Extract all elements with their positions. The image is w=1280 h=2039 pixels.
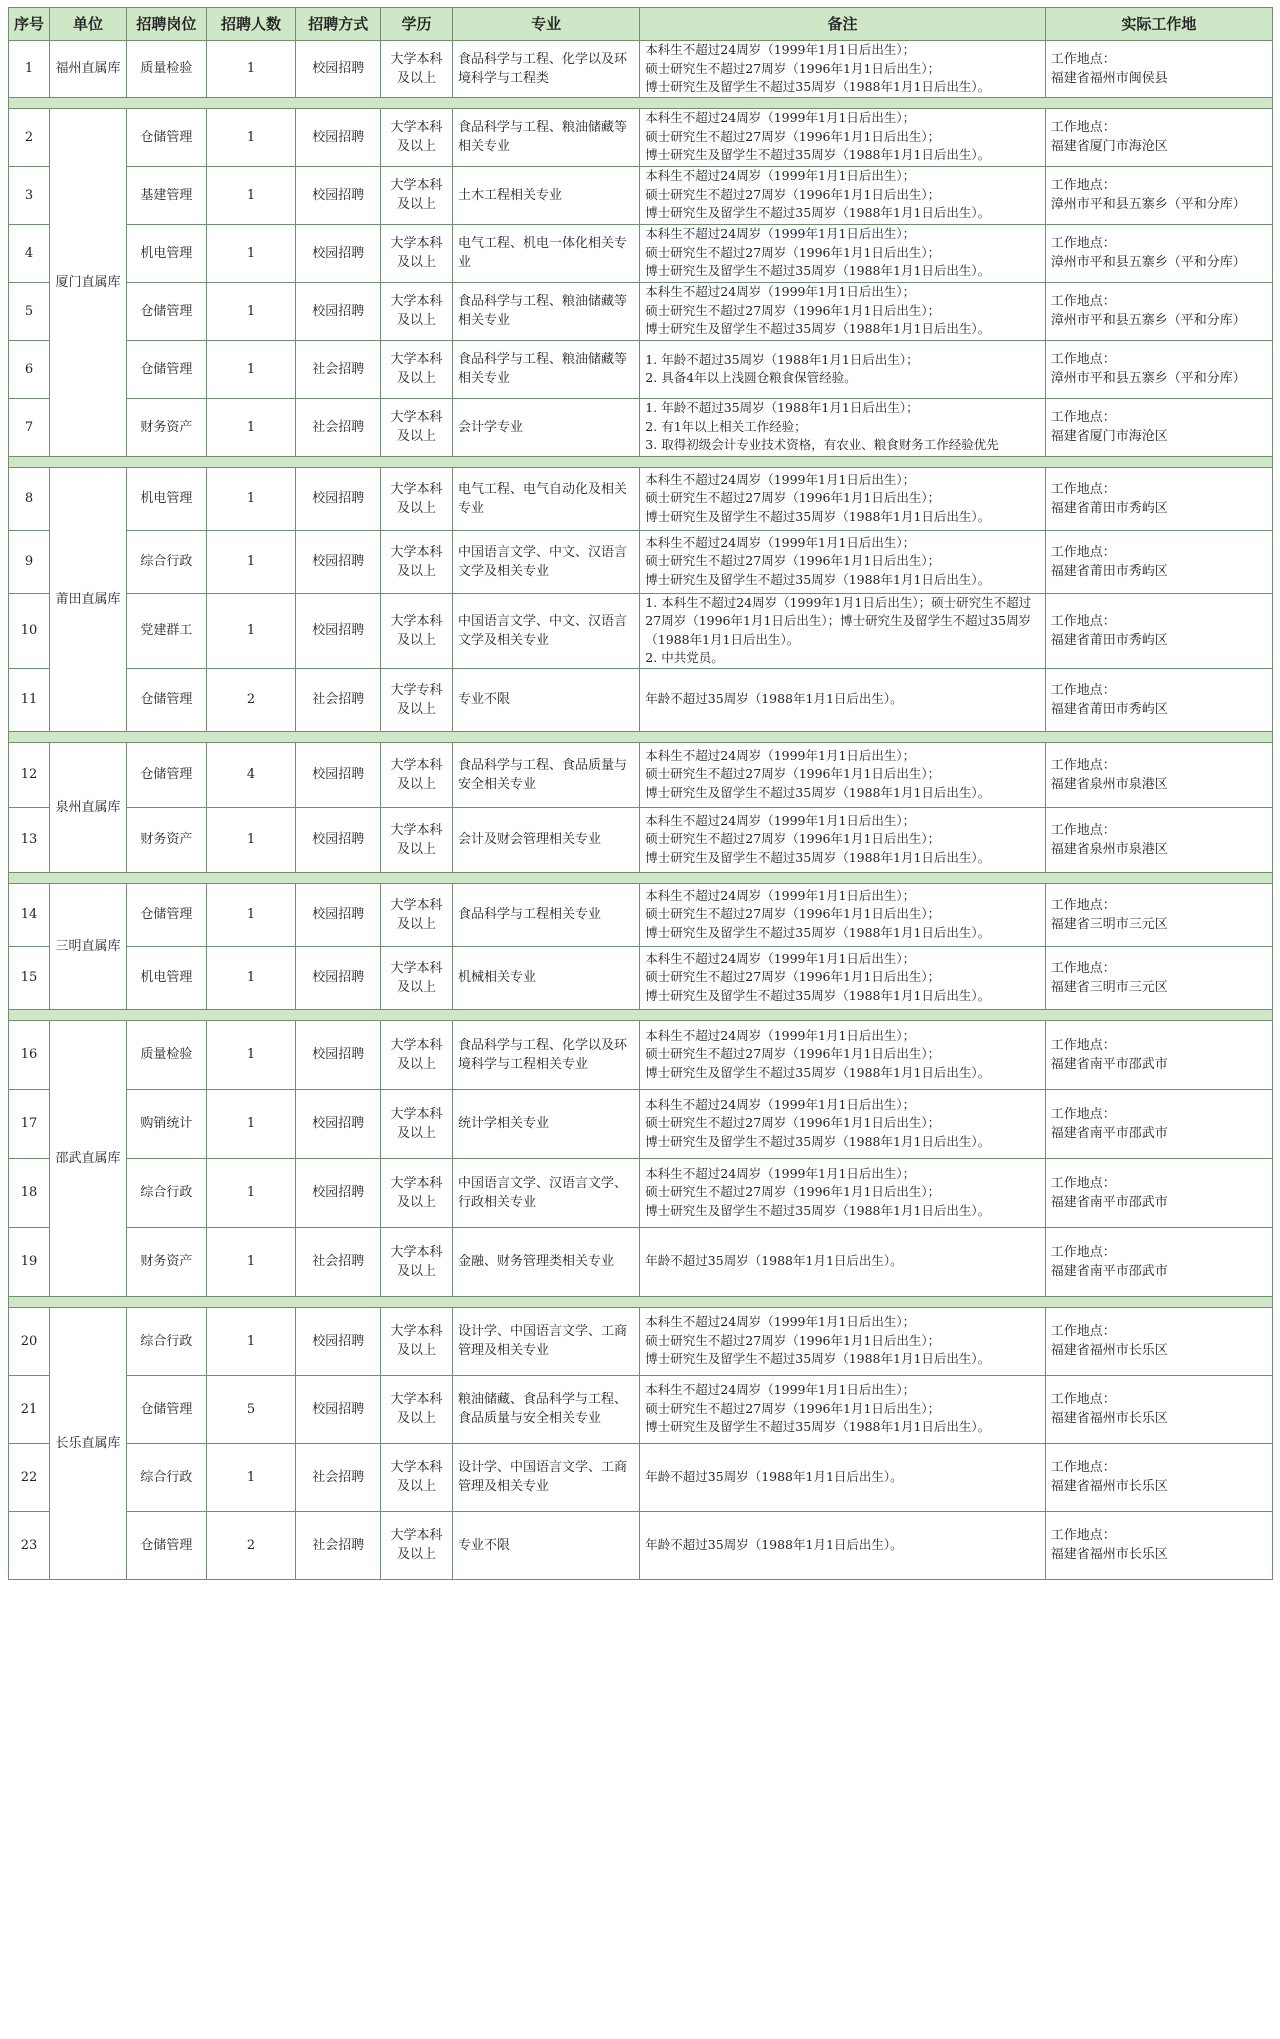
cell-note: 1. 本科生不超过24周岁（1999年1月1日后出生）；硕士研究生不超过27周岁（1996年1月1日后出生）；博士研究生及留学生不超过35周岁（1988年1月1日后出生）。 2. 中共党员。: [640, 593, 1046, 668]
group-separator: [9, 731, 1273, 742]
table-row: [9, 1307, 1273, 1375]
table-row: [9, 340, 1273, 398]
cell-major: 设计学、中国语言文学、工商管理及相关专业: [452, 1307, 639, 1375]
header-major: 专业: [452, 8, 639, 41]
cell-count: 1: [206, 398, 296, 456]
cell-education: 大学本科及以上: [381, 530, 453, 593]
cell-no: 11: [9, 668, 50, 731]
cell-major: 食品科学与工程、化学以及环境科学与工程相关专业: [452, 1020, 639, 1089]
cell-major: 食品科学与工程、食品质量与安全相关专业: [452, 742, 639, 807]
cell-count: 2: [206, 1511, 296, 1579]
cell-post: 财务资产: [127, 398, 207, 456]
cell-work-location: 工作地点： 漳州市平和县五寨乡（平和分库）: [1045, 340, 1272, 398]
cell-method: 校园招聘: [296, 1158, 381, 1227]
cell-note: 年龄不超过35周岁（1988年1月1日后出生）。: [640, 1511, 1046, 1579]
cell-major: 专业不限: [452, 668, 639, 731]
cell-note: 年龄不超过35周岁（1988年1月1日后出生）。: [640, 668, 1046, 731]
cell-note: 本科生不超过24周岁（1999年1月1日后出生）； 硕士研究生不超过27周岁（1996年1月1日后出生）； 博士研究生及留学生不超过35周岁（1988年1月1日后出生）。: [640, 530, 1046, 593]
cell-method: 社会招聘: [296, 398, 381, 456]
cell-work-location: 工作地点： 福建省泉州市泉港区: [1045, 807, 1272, 872]
cell-major: 电气工程、电气自动化及相关专业: [452, 467, 639, 530]
header-count: 招聘人数: [206, 8, 296, 41]
cell-major: 专业不限: [452, 1511, 639, 1579]
cell-major: 机械相关专业: [452, 946, 639, 1009]
cell-major: 会计学专业: [452, 398, 639, 456]
header-work-location: 实际工作地: [1045, 8, 1272, 41]
cell-post: 财务资产: [127, 1227, 207, 1296]
cell-note: 本科生不超过24周岁（1999年1月1日后出生）； 硕士研究生不超过27周岁（1996年1月1日后出生）； 博士研究生及留学生不超过35周岁（1988年1月1日后出生）。: [640, 742, 1046, 807]
cell-major: 中国语言文学、汉语言文学、行政相关专业: [452, 1158, 639, 1227]
cell-post: 仓储管理: [127, 340, 207, 398]
table-row: [9, 1375, 1273, 1443]
cell-education: 大学本科及以上: [381, 340, 453, 398]
cell-method: 社会招聘: [296, 1227, 381, 1296]
group-separator: [9, 97, 1273, 108]
cell-education: 大学本科及以上: [381, 1511, 453, 1579]
header-method: 招聘方式: [296, 8, 381, 41]
cell-method: 校园招聘: [296, 946, 381, 1009]
cell-work-location: 工作地点： 福建省南平市邵武市: [1045, 1227, 1272, 1296]
header-education: 学历: [381, 8, 453, 41]
cell-count: 1: [206, 883, 296, 946]
cell-work-location: 工作地点： 福建省泉州市泉港区: [1045, 742, 1272, 807]
cell-post: 机电管理: [127, 467, 207, 530]
cell-no: 6: [9, 340, 50, 398]
cell-note: 本科生不超过24周岁（1999年1月1日后出生）； 硕士研究生不超过27周岁（1996年1月1日后出生）； 博士研究生及留学生不超过35周岁（1988年1月1日后出生）。: [640, 807, 1046, 872]
cell-major: 统计学相关专业: [452, 1089, 639, 1158]
cell-count: 5: [206, 1375, 296, 1443]
cell-note: 本科生不超过24周岁（1999年1月1日后出生）； 硕士研究生不超过27周岁（1996年1月1日后出生）； 博士研究生及留学生不超过35周岁（1988年1月1日后出生）。: [640, 224, 1046, 282]
table-row: [9, 1227, 1273, 1296]
cell-major: 食品科学与工程、粮油储藏等相关专业: [452, 108, 639, 166]
cell-count: 1: [206, 946, 296, 1009]
cell-major: 食品科学与工程、粮油储藏等相关专业: [452, 282, 639, 340]
cell-unit: 莆田直属库: [50, 467, 127, 731]
cell-post: 仓储管理: [127, 883, 207, 946]
cell-post: 质量检验: [127, 1020, 207, 1089]
cell-no: 2: [9, 108, 50, 166]
header-row: [9, 8, 1273, 41]
header-no: 序号: [9, 8, 50, 41]
cell-method: 社会招聘: [296, 668, 381, 731]
cell-work-location: 工作地点： 福建省莆田市秀屿区: [1045, 467, 1272, 530]
cell-note: 本科生不超过24周岁（1999年1月1日后出生）； 硕士研究生不超过27周岁（1996年1月1日后出生）； 博士研究生及留学生不超过35周岁（1988年1月1日后出生）。: [640, 282, 1046, 340]
cell-unit: 三明直属库: [50, 883, 127, 1009]
cell-count: 1: [206, 807, 296, 872]
cell-education: 大学本科及以上: [381, 108, 453, 166]
cell-post: 仓储管理: [127, 1511, 207, 1579]
table-row: [9, 807, 1273, 872]
cell-note: 本科生不超过24周岁（1999年1月1日后出生）； 硕士研究生不超过27周岁（1996年1月1日后出生）； 博士研究生及留学生不超过35周岁（1988年1月1日后出生）。: [640, 1375, 1046, 1443]
cell-no: 8: [9, 467, 50, 530]
cell-method: 校园招聘: [296, 742, 381, 807]
cell-note: 年龄不超过35周岁（1988年1月1日后出生）。: [640, 1227, 1046, 1296]
cell-no: 3: [9, 166, 50, 224]
cell-education: 大学本科及以上: [381, 166, 453, 224]
cell-count: 1: [206, 1307, 296, 1375]
cell-no: 7: [9, 398, 50, 456]
header-note: 备注: [640, 8, 1046, 41]
cell-major: 金融、财务管理类相关专业: [452, 1227, 639, 1296]
cell-post: 党建群工: [127, 593, 207, 668]
cell-post: 购销统计: [127, 1089, 207, 1158]
cell-education: 大学本科及以上: [381, 1307, 453, 1375]
cell-method: 校园招聘: [296, 166, 381, 224]
cell-work-location: 工作地点： 漳州市平和县五寨乡（平和分库）: [1045, 224, 1272, 282]
cell-education: 大学本科及以上: [381, 593, 453, 668]
cell-major: 食品科学与工程、粮油储藏等相关专业: [452, 340, 639, 398]
cell-education: 大学本科及以上: [381, 1020, 453, 1089]
cell-education: 大学本科及以上: [381, 946, 453, 1009]
cell-method: 校园招聘: [296, 41, 381, 98]
table-row: [9, 41, 1273, 98]
table-row: [9, 108, 1273, 166]
cell-post: 综合行政: [127, 530, 207, 593]
table-row: [9, 1443, 1273, 1511]
cell-note: 年龄不超过35周岁（1988年1月1日后出生）。: [640, 1443, 1046, 1511]
table-row: [9, 282, 1273, 340]
cell-post: 仓储管理: [127, 1375, 207, 1443]
cell-education: 大学本科及以上: [381, 1227, 453, 1296]
cell-no: 21: [9, 1375, 50, 1443]
cell-no: 4: [9, 224, 50, 282]
cell-no: 10: [9, 593, 50, 668]
cell-count: 1: [206, 1020, 296, 1089]
group-separator: [9, 1296, 1273, 1307]
cell-count: 2: [206, 668, 296, 731]
cell-major: 中国语言文学、中文、汉语言文学及相关专业: [452, 593, 639, 668]
cell-education: 大学本科及以上: [381, 282, 453, 340]
table-row: [9, 1089, 1273, 1158]
cell-note: 本科生不超过24周岁（1999年1月1日后出生）； 硕士研究生不超过27周岁（1996年1月1日后出生）； 博士研究生及留学生不超过35周岁（1988年1月1日后出生）。: [640, 166, 1046, 224]
cell-post: 基建管理: [127, 166, 207, 224]
cell-no: 15: [9, 946, 50, 1009]
cell-education: 大学本科及以上: [381, 742, 453, 807]
cell-no: 1: [9, 41, 50, 98]
cell-method: 校园招聘: [296, 282, 381, 340]
cell-note: 1. 年龄不超过35周岁（1988年1月1日后出生）； 2. 有1年以上相关工作经验； 3. 取得初级会计专业技术资格，有农业、粮食财务工作经验优先: [640, 398, 1046, 456]
separator-cell: [9, 97, 1273, 108]
separator-cell: [9, 731, 1273, 742]
table-row: [9, 1511, 1273, 1579]
cell-unit: 福州直属库: [50, 41, 127, 98]
cell-post: 仓储管理: [127, 108, 207, 166]
cell-work-location: 工作地点： 福建省福州市长乐区: [1045, 1375, 1272, 1443]
cell-note: 本科生不超过24周岁（1999年1月1日后出生）； 硕士研究生不超过27周岁（1996年1月1日后出生）； 博士研究生及留学生不超过35周岁（1988年1月1日后出生）。: [640, 946, 1046, 1009]
group-separator: [9, 1009, 1273, 1020]
cell-unit: 厦门直属库: [50, 108, 127, 456]
cell-method: 社会招聘: [296, 1511, 381, 1579]
separator-cell: [9, 456, 1273, 467]
cell-note: 1. 年龄不超过35周岁（1988年1月1日后出生）； 2. 具备4年以上浅圆仓粮食保管经验。: [640, 340, 1046, 398]
cell-work-location: 工作地点： 漳州市平和县五寨乡（平和分库）: [1045, 166, 1272, 224]
cell-major: 中国语言文学、中文、汉语言文学及相关专业: [452, 530, 639, 593]
cell-no: 9: [9, 530, 50, 593]
cell-work-location: 工作地点： 福建省南平市邵武市: [1045, 1020, 1272, 1089]
table-row: [9, 1158, 1273, 1227]
cell-method: 校园招聘: [296, 1089, 381, 1158]
cell-unit: 泉州直属库: [50, 742, 127, 872]
cell-count: 1: [206, 467, 296, 530]
cell-post: 仓储管理: [127, 742, 207, 807]
cell-count: 1: [206, 282, 296, 340]
table-row: [9, 224, 1273, 282]
cell-count: 1: [206, 166, 296, 224]
cell-method: 校园招聘: [296, 883, 381, 946]
cell-method: 社会招聘: [296, 1443, 381, 1511]
cell-no: 17: [9, 1089, 50, 1158]
cell-count: 1: [206, 340, 296, 398]
cell-method: 校园招聘: [296, 467, 381, 530]
cell-note: 本科生不超过24周岁（1999年1月1日后出生）； 硕士研究生不超过27周岁（1996年1月1日后出生）； 博士研究生及留学生不超过35周岁（1988年1月1日后出生）。: [640, 108, 1046, 166]
table-row: [9, 946, 1273, 1009]
cell-no: 5: [9, 282, 50, 340]
cell-work-location: 工作地点： 福建省福州市长乐区: [1045, 1511, 1272, 1579]
cell-no: 22: [9, 1443, 50, 1511]
table-row: [9, 530, 1273, 593]
cell-method: 校园招聘: [296, 1020, 381, 1089]
cell-major: 电气工程、机电一体化相关专业: [452, 224, 639, 282]
cell-post: 质量检验: [127, 41, 207, 98]
cell-post: 仓储管理: [127, 282, 207, 340]
cell-post: 综合行政: [127, 1443, 207, 1511]
cell-note: 本科生不超过24周岁（1999年1月1日后出生）； 硕士研究生不超过27周岁（1996年1月1日后出生）； 博士研究生及留学生不超过35周岁（1988年1月1日后出生）。: [640, 1158, 1046, 1227]
cell-method: 校园招聘: [296, 1375, 381, 1443]
cell-work-location: 工作地点： 福建省南平市邵武市: [1045, 1089, 1272, 1158]
cell-education: 大学本科及以上: [381, 398, 453, 456]
cell-no: 18: [9, 1158, 50, 1227]
cell-education: 大学本科及以上: [381, 224, 453, 282]
cell-unit: 邵武直属库: [50, 1020, 127, 1296]
cell-note: 本科生不超过24周岁（1999年1月1日后出生）； 硕士研究生不超过27周岁（1996年1月1日后出生）； 博士研究生及留学生不超过35周岁（1988年1月1日后出生）。: [640, 883, 1046, 946]
cell-post: 机电管理: [127, 946, 207, 1009]
cell-education: 大学本科及以上: [381, 807, 453, 872]
cell-post: 财务资产: [127, 807, 207, 872]
cell-no: 20: [9, 1307, 50, 1375]
cell-education: 大学本科及以上: [381, 1158, 453, 1227]
cell-count: 1: [206, 41, 296, 98]
table-row: [9, 593, 1273, 668]
cell-major: 粮油储藏、食品科学与工程、食品质量与安全相关专业: [452, 1375, 639, 1443]
table-row: [9, 1020, 1273, 1089]
group-separator: [9, 456, 1273, 467]
cell-count: 1: [206, 593, 296, 668]
cell-no: 23: [9, 1511, 50, 1579]
cell-major: 土木工程相关专业: [452, 166, 639, 224]
cell-work-location: 工作地点： 福建省莆田市秀屿区: [1045, 668, 1272, 731]
cell-no: 19: [9, 1227, 50, 1296]
header-unit: 单位: [50, 8, 127, 41]
cell-post: 机电管理: [127, 224, 207, 282]
cell-education: 大学本科及以上: [381, 883, 453, 946]
cell-work-location: 工作地点： 福建省福州市闽侯县: [1045, 41, 1272, 98]
separator-cell: [9, 1009, 1273, 1020]
cell-method: 校园招聘: [296, 108, 381, 166]
table-row: [9, 742, 1273, 807]
cell-work-location: 工作地点： 福建省厦门市海沧区: [1045, 108, 1272, 166]
cell-no: 12: [9, 742, 50, 807]
cell-method: 校园招聘: [296, 593, 381, 668]
table-row: [9, 668, 1273, 731]
cell-unit: 长乐直属库: [50, 1307, 127, 1579]
cell-education: 大学专科及以上: [381, 668, 453, 731]
cell-note: 本科生不超过24周岁（1999年1月1日后出生）； 硕士研究生不超过27周岁（1996年1月1日后出生）； 博士研究生及留学生不超过35周岁（1988年1月1日后出生）。: [640, 41, 1046, 98]
cell-post: 综合行政: [127, 1158, 207, 1227]
cell-no: 16: [9, 1020, 50, 1089]
cell-method: 校园招聘: [296, 224, 381, 282]
cell-education: 大学本科及以上: [381, 1443, 453, 1511]
cell-work-location: 工作地点： 福建省福州市长乐区: [1045, 1443, 1272, 1511]
cell-work-location: 工作地点： 福建省南平市邵武市: [1045, 1158, 1272, 1227]
cell-work-location: 工作地点： 福建省厦门市海沧区: [1045, 398, 1272, 456]
cell-note: 本科生不超过24周岁（1999年1月1日后出生）； 硕士研究生不超过27周岁（1996年1月1日后出生）； 博士研究生及留学生不超过35周岁（1988年1月1日后出生）。: [640, 1020, 1046, 1089]
cell-note: 本科生不超过24周岁（1999年1月1日后出生）； 硕士研究生不超过27周岁（1996年1月1日后出生）； 博士研究生及留学生不超过35周岁（1988年1月1日后出生）。: [640, 467, 1046, 530]
cell-post: 仓储管理: [127, 668, 207, 731]
separator-cell: [9, 872, 1273, 883]
cell-education: 大学本科及以上: [381, 467, 453, 530]
cell-count: 4: [206, 742, 296, 807]
cell-count: 1: [206, 1158, 296, 1227]
header-post: 招聘岗位: [127, 8, 207, 41]
cell-education: 大学本科及以上: [381, 1375, 453, 1443]
cell-method: 校园招聘: [296, 530, 381, 593]
cell-work-location: 工作地点： 福建省莆田市秀屿区: [1045, 530, 1272, 593]
cell-major: 会计及财会管理相关专业: [452, 807, 639, 872]
cell-count: 1: [206, 1443, 296, 1511]
cell-note: 本科生不超过24周岁（1999年1月1日后出生）； 硕士研究生不超过27周岁（1996年1月1日后出生）； 博士研究生及留学生不超过35周岁（1988年1月1日后出生）。: [640, 1307, 1046, 1375]
cell-count: 1: [206, 108, 296, 166]
cell-work-location: 工作地点： 福建省三明市三元区: [1045, 883, 1272, 946]
table-row: [9, 883, 1273, 946]
cell-work-location: 工作地点： 福建省三明市三元区: [1045, 946, 1272, 1009]
cell-major: 设计学、中国语言文学、工商管理及相关专业: [452, 1443, 639, 1511]
cell-major: 食品科学与工程相关专业: [452, 883, 639, 946]
cell-work-location: 工作地点： 福建省福州市长乐区: [1045, 1307, 1272, 1375]
recruitment-table: [8, 7, 1273, 1580]
table-row: [9, 166, 1273, 224]
cell-work-location: 工作地点： 漳州市平和县五寨乡（平和分库）: [1045, 282, 1272, 340]
cell-education: 大学本科及以上: [381, 1089, 453, 1158]
cell-count: 1: [206, 530, 296, 593]
cell-work-location: 工作地点： 福建省莆田市秀屿区: [1045, 593, 1272, 668]
cell-count: 1: [206, 1089, 296, 1158]
cell-note: 本科生不超过24周岁（1999年1月1日后出生）； 硕士研究生不超过27周岁（1996年1月1日后出生）； 博士研究生及留学生不超过35周岁（1988年1月1日后出生）。: [640, 1089, 1046, 1158]
cell-method: 校园招聘: [296, 1307, 381, 1375]
cell-no: 14: [9, 883, 50, 946]
table-row: [9, 467, 1273, 530]
cell-education: 大学本科及以上: [381, 41, 453, 98]
table-row: [9, 398, 1273, 456]
cell-method: 社会招聘: [296, 340, 381, 398]
group-separator: [9, 872, 1273, 883]
cell-count: 1: [206, 224, 296, 282]
cell-post: 综合行政: [127, 1307, 207, 1375]
cell-count: 1: [206, 1227, 296, 1296]
cell-no: 13: [9, 807, 50, 872]
cell-method: 校园招聘: [296, 807, 381, 872]
cell-major: 食品科学与工程、化学以及环境科学与工程类: [452, 41, 639, 98]
separator-cell: [9, 1296, 1273, 1307]
